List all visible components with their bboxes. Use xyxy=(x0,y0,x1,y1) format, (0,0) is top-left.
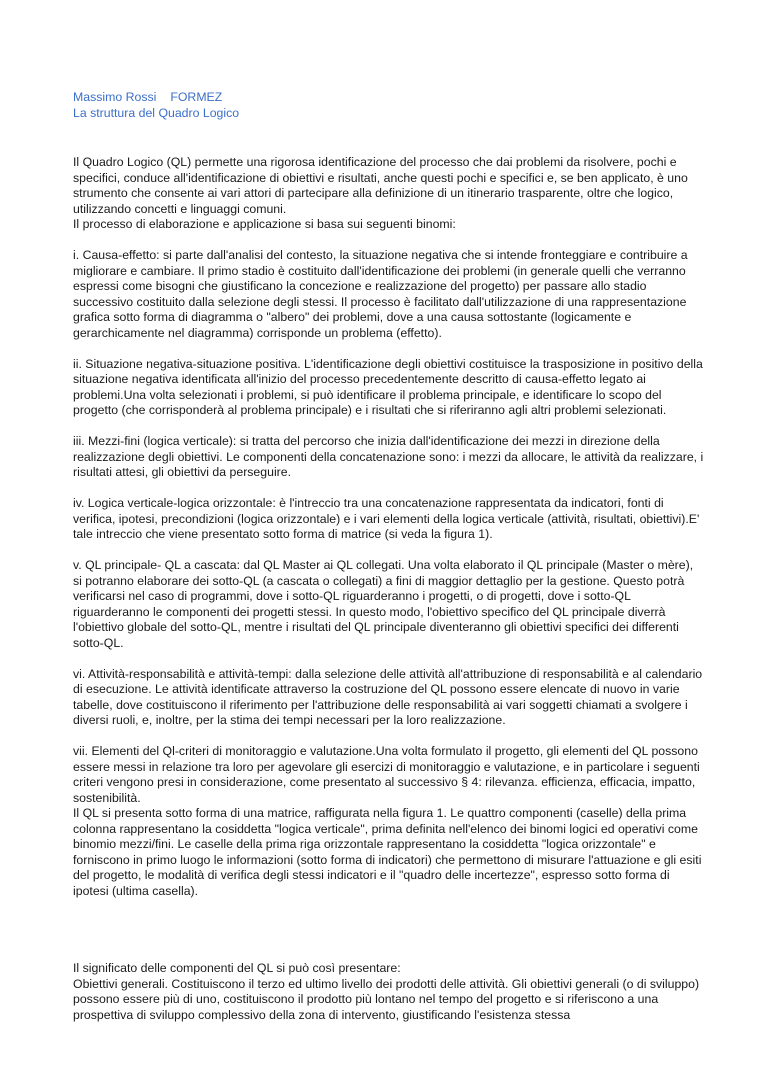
intro-paragraph: Il Quadro Logico (QL) permette una rigorosa identificazione del processo che dai problemi da risolvere, pochi e specifici, conduce all'identificazione di obiettivi e risultati, anche questi pochi e specifici e, se ben applicato, è uno strumento che consente ai vari attori di partecipare alla definizione di un itinerario trasparente, oltre che logico, utilizzando concetti e linguaggi comuni. xyxy=(73,155,688,216)
binomio-vi: vi. Attività-responsabilità e attività-tempi: dalla selezione delle attività all'attribuzione di responsabilità e al calendario di esecuzione. Le attività identificate attraverso la costruzione del QL possono essere elencate di nuovo in varie tabelle, dove costituiscono il riferimento per l'attribuzione delle responsabilità ai vari soggetti chiamati a svolgere i diversi ruoli, e, inoltre, per la stima dei tempi necessari per la loro realizzazione. xyxy=(73,666,703,727)
spacer xyxy=(73,899,705,961)
spacer xyxy=(73,233,705,249)
spacer xyxy=(73,419,705,435)
binomio-iv: iv. Logica verticale-logica orizzontale: è l'intreccio tra una concatenazione rappresentata da indicatori, fonti di verifica, ipotesi, precondizioni (logica orizzontale) e i vari elementi della logica verticale (attività, risultati, obiettivi).E' tale intreccio che viene presentato sotto forma di matrice (si veda la figura 1). xyxy=(73,496,700,541)
obiettivi-generali-paragraph: Obiettivi generali. Costituiscono il terzo ed ultimo livello dei prodotti delle attività. Gli obiettivi generali (o di sviluppo) possono essere più di uno, costituiscono il prodotto più lontano nel tempo del progetto e si riferiscono a una prospettiva di sviluppo complessivo della zona di intervento, giustificando l'esistenza stessa xyxy=(73,976,700,1022)
spacer xyxy=(73,481,705,497)
header-author-line xyxy=(73,90,705,106)
binomio-iii: iii. Mezzi-fini (logica verticale): si tratta del percorso che inizia dall'identificazione dei mezzi in direzione della realizzazione degli obiettivi. Le componenti della concatenazione sono: i mezzi da allocare, le attività da realizzare, i risultati attesi, gli obiettivi da perseguire. xyxy=(73,434,704,479)
document-page xyxy=(73,90,705,1023)
intro-binomi-lead: Il processo di elaborazione e applicazione si basa sui seguenti binomi: xyxy=(73,217,456,231)
organization-name: FORMEZ xyxy=(170,90,223,104)
binomio-vii: vii. Elementi del Ql-criteri di monitoraggio e valutazione.Una volta formulato il progetto, gli elementi del QL possono essere messi in relazione tra loro per agevolare gli esercizi di monitoraggio e valutazione, e in particolare i seguenti criteri vengono presi in considerazione, come presentato al successivo § 4: rilevanza. efficienza, efficacia, impatto, sostenibilità. xyxy=(73,744,700,805)
spacer xyxy=(73,729,705,745)
document-header xyxy=(73,90,705,121)
binomio-v: v. QL principale- QL a cascata: dal QL Master ai QL collegati. Una volta elaborato il QL principale (Master o mère), si potranno elaborare dei sotto-QL (a cascata o collegati) a fini di maggior dettaglio per la gestione. Questo potrà verificarsi nel caso di programmi, dove i sotto-QL riguarderanno i progetti, o di progetti, dove i sotto-QL riguarderanno le componenti dei progetti stessi. In questo modo, l'obiettivo specifico del QL principale diverrà l'obiettivo globale del sotto-QL, mentre i risultati del QL principale diventeranno gli obiettivi specifici dei differenti sotto-QL. xyxy=(73,558,694,650)
author-name: Massimo Rossi xyxy=(73,90,157,104)
spacer xyxy=(73,121,705,155)
binomio-ii: ii. Situazione negativa-situazione positiva. L'identificazione degli obiettivi costituisce la trasposizione in positivo della situazione negativa identificata all'inizio del processo precedentemente descritto di causa-effetto legato ai problemi.Una volta selezionati i problemi, si può identificare il problema principale, e identificare lo scopo del progetto (che corrisponderà al problema principale) e i risultati che si riferiranno agli altri problemi selezionati. xyxy=(73,356,703,417)
matrix-description: Il QL si presenta sotto forma di una matrice, raffigurata nella figura 1. Le quattro componenti (caselle) della prima colonna rappresentano la cosiddetta "logica verticale", prima definita nell'elenco dei binomi logici ed operativi come binomio mezzi/fini. Le caselle della prima riga orizzontale rappresentano la cosiddetta "logica orizzontale" e forniscono in primo luogo le informazioni (sotto forma di indicatori) che permettono di misurare l'attuazione e gli esiti del progetto, le modalità di verifica degli stessi indicatori e il "quadro delle incertezze", espresso sotto forma di ipotesi (ultima casella). xyxy=(73,806,702,898)
spacer xyxy=(73,543,705,559)
spacer xyxy=(73,341,705,357)
document-title: La struttura del Quadro Logico xyxy=(73,105,240,120)
components-lead: Il significato delle componenti del QL si può così presentare: xyxy=(73,961,401,975)
spacer xyxy=(73,651,705,667)
binomio-i: i. Causa-effetto: si parte dall'analisi del contesto, la situazione negativa che si intende fronteggiare e contribuire a migliorare e cambiare. Il primo stadio è costituito dall'identificazione dei problemi (in generale quelli che verranno espressi come bisogni che giustificano la concezione e realizzazione del progetto) per passare allo stadio successivo costituito dalla selezione degli stessi. Il processo è facilitato dall'utilizzazione di una rappresentazione grafica sotto forma di diagramma o "albero" dei problemi, dove a una causa sottostante (logicamente e gerarchicamente nel diagramma) corrisponde un problema (effetto). xyxy=(73,248,688,340)
